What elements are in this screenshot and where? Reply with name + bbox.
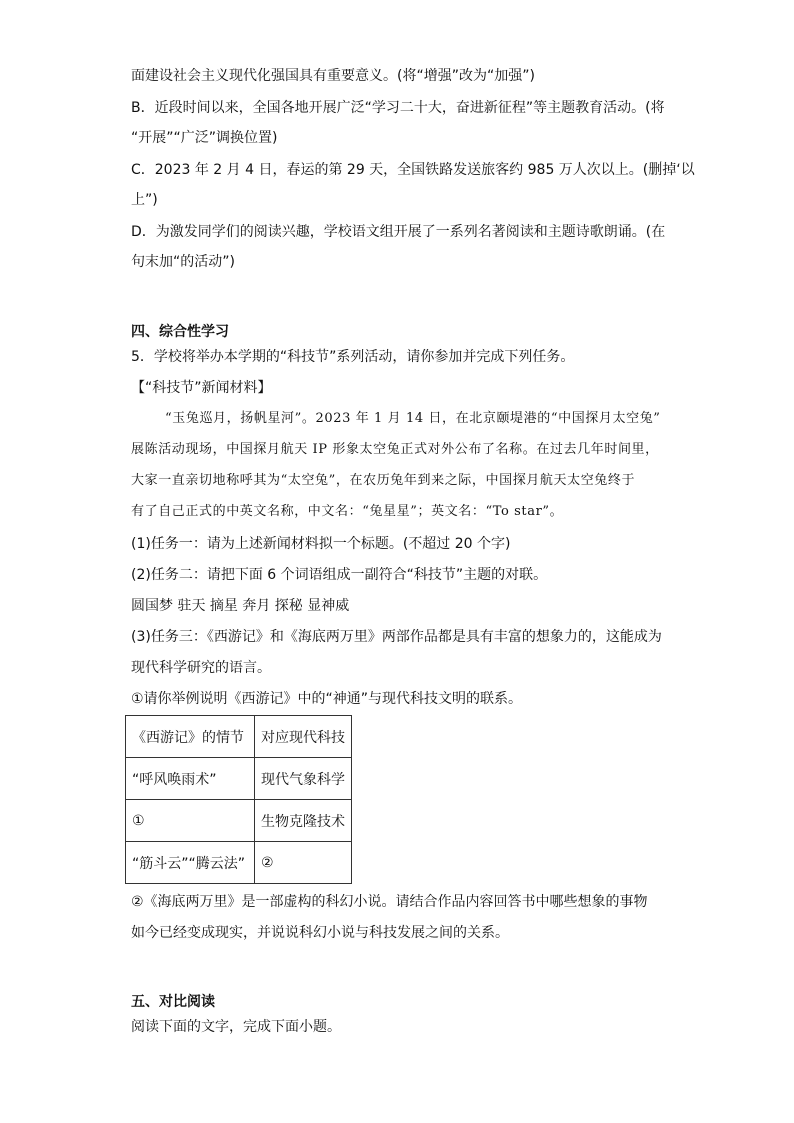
news-line-2: 展陈活动现场，中国探月航天 IP 形象太空兔正式对外公布了名称。在过去几年时间里， xyxy=(131,442,659,457)
table-cell: “筋斗云”“腾云法” xyxy=(126,842,255,884)
option-b-line1: B．近段时间以来，全国各地开展广泛“学习二十大，奋进新征程”等主题教育活动。(将 xyxy=(131,100,665,116)
sub-question-1: ①请你举例说明《西游记》中的“神通”与现代科技文明的联系。 xyxy=(131,691,523,707)
section4-heading: 四、综合性学习 xyxy=(131,324,229,340)
option-c-line2: 上”) xyxy=(131,192,158,208)
news-line-3: 大家一直亲切地称呼其为“太空兔”，在农历兔年到来之际，中国探月航天太空兔终于 xyxy=(131,473,636,488)
sub-question-2-line2: 如今已经变成现实，并说说科幻小说与科技发展之间的关系。 xyxy=(131,925,509,941)
table-header-row xyxy=(126,716,352,758)
table-cell-blank-2: ② xyxy=(255,842,352,884)
sub-question-2-line1: ②《海底两万里》是一部虚构的科幻小说。请结合作品内容回答书中哪些想象的事物 xyxy=(131,894,648,910)
option-c-line1: C．2023 年 2 月 4 日，春运的第 29 天，全国铁路发送旅客约 985 万人次以上。(删掉‘以 xyxy=(131,162,695,178)
option-b-line2: “开展”“广泛”调换位置) xyxy=(131,130,278,146)
journey-tech-table xyxy=(125,715,352,884)
table-row xyxy=(126,800,352,842)
table-cell: 现代气象科学 xyxy=(255,758,352,800)
option-d-line2: 句末加“的活动”) xyxy=(131,254,235,270)
table-header-cell: 《西游记》的情节 xyxy=(126,716,255,758)
section5-intro: 阅读下面的文字，完成下面小题。 xyxy=(131,1019,341,1035)
task-2: (2)任务二：请把下面 6 个词语组成一副符合“科技节”主题的对联。 xyxy=(131,567,548,583)
task-1: (1)任务一：请为上述新闻材料拟一个标题。(不超过 20 个字) xyxy=(131,536,511,552)
section5-heading: 五、对比阅读 xyxy=(131,994,215,1010)
table-cell: “呼风唤雨术” xyxy=(126,758,255,800)
option-d-line1: D．为激发同学们的阅读兴趣，学校语文组开展了一系列名著阅读和主题诗歌朗诵。(在 xyxy=(131,224,666,240)
news-line-1: “玉兔巡月，扬帆星河”。2023 年 1 月 14 日，在北京颐堤港的“中国探月太空兔” xyxy=(165,411,661,426)
task-3-line1: (3)任务三：《西游记》和《海底两万里》两部作品都是具有丰富的想象力的，这能成为 xyxy=(131,629,662,645)
couplet-words: 圆国梦 驻天 摘星 奔月 探秘 显神威 xyxy=(131,598,350,614)
table-row xyxy=(126,842,352,884)
option-a-tail: 面建设社会主义现代化强国具有重要意义。(将“增强”改为“加强”) xyxy=(131,68,535,84)
material-title: 【“科技节”新闻材料】 xyxy=(131,380,272,396)
task-3-line2: 现代科学研究的语言。 xyxy=(131,660,271,676)
table-cell: 生物克隆技术 xyxy=(255,800,352,842)
table-header-cell: 对应现代科技 xyxy=(255,716,352,758)
table-row xyxy=(126,758,352,800)
news-line-4: 有了自己正式的中英文名称，中文名：“兔星星”；英文名：“To star”。 xyxy=(131,504,564,519)
table-cell-blank-1: ① xyxy=(126,800,255,842)
question-5: 5．学校将举办本学期的“科技节”系列活动，请你参加并完成下列任务。 xyxy=(131,349,575,365)
